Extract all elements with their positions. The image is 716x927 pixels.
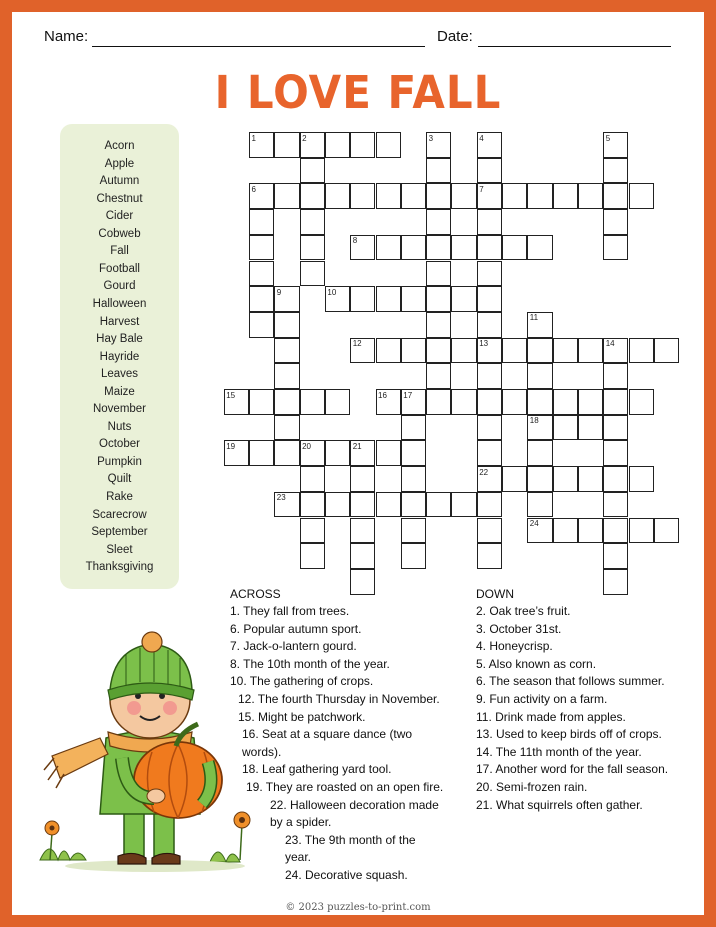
grid-cell[interactable] <box>603 543 628 569</box>
grid-cell[interactable] <box>401 543 426 569</box>
grid-cell[interactable] <box>578 389 603 415</box>
word-bank-item: Football <box>99 262 140 275</box>
down-clue: 2. Oak tree’s fruit. <box>476 604 571 618</box>
grid-cell[interactable] <box>477 235 502 261</box>
grid-cell[interactable] <box>426 209 451 235</box>
page-title: I LOVE FALL <box>214 66 502 119</box>
grid-clue-number: 2 <box>302 133 307 143</box>
grid-cell[interactable] <box>426 261 451 287</box>
grid-cell[interactable] <box>553 389 578 415</box>
grid-clue-number: 10 <box>327 287 337 297</box>
grid-cell[interactable] <box>376 440 401 466</box>
grid-clue-number: 21 <box>352 441 362 451</box>
grid-cell[interactable] <box>553 338 578 364</box>
grid-cell[interactable] <box>350 492 375 518</box>
word-bank-item: Autumn <box>99 175 140 188</box>
grid-cell[interactable] <box>603 363 628 389</box>
grid-cell[interactable] <box>249 389 274 415</box>
grid-cell[interactable] <box>401 466 426 492</box>
across-clue: by a spider. <box>270 815 332 830</box>
grid-cell[interactable] <box>274 183 299 209</box>
grid-cell[interactable] <box>502 338 527 364</box>
down-clue: 21. What squirrels often gather. <box>476 797 643 812</box>
grid-cell[interactable] <box>553 415 578 441</box>
grid-clue-number: 17 <box>403 390 413 400</box>
word-bank-item: Thanksgiving <box>85 561 154 574</box>
grid-cell[interactable] <box>578 466 603 492</box>
grid-cell[interactable] <box>249 440 274 466</box>
across-clue: 24. Decorative squash. <box>285 868 408 882</box>
grid-cell[interactable] <box>603 183 628 209</box>
grid-cell[interactable] <box>401 415 426 441</box>
grid-cell[interactable] <box>325 183 350 209</box>
grid-cell[interactable] <box>325 440 350 466</box>
grid-cell[interactable] <box>527 466 552 492</box>
grid-cell[interactable] <box>249 312 274 338</box>
down-clue: 13. Used to keep birds off of crops. <box>476 727 662 742</box>
grid-cell[interactable] <box>350 132 375 158</box>
grid-cell[interactable] <box>477 261 502 287</box>
grid-cell[interactable] <box>527 440 552 466</box>
grid-cell[interactable] <box>578 338 603 364</box>
grid-cell[interactable] <box>629 389 654 415</box>
grid-cell[interactable] <box>527 338 552 364</box>
grid-cell[interactable] <box>553 518 578 544</box>
grid-cell[interactable] <box>451 389 476 415</box>
grid-cell[interactable] <box>629 338 654 364</box>
grid-cell[interactable] <box>325 389 350 415</box>
grid-cell[interactable] <box>527 363 552 389</box>
grid-cell[interactable] <box>654 338 679 364</box>
word-bank-item: Fall <box>110 245 129 258</box>
grid-cell[interactable] <box>426 389 451 415</box>
grid-cell[interactable] <box>578 183 603 209</box>
across-clue: year. <box>285 850 312 865</box>
grid-clue-number: 7 <box>479 184 484 194</box>
grid-cell[interactable] <box>249 261 274 287</box>
down-clue: 11. Drink made from apples. <box>476 709 626 724</box>
grid-cell[interactable] <box>249 235 274 261</box>
grid-cell[interactable] <box>426 158 451 184</box>
down-clue: 14. The 11th month of the year. <box>476 744 642 759</box>
across-clue: 12. The fourth Thursday in November. <box>238 692 440 706</box>
grid-cell[interactable] <box>603 466 628 492</box>
grid-cell[interactable] <box>401 286 426 312</box>
grid-cell[interactable] <box>477 363 502 389</box>
down-clue: 4. Honeycrisp. <box>476 639 553 654</box>
date-line <box>478 46 671 47</box>
grid-clue-number: 6 <box>251 184 256 194</box>
grid-cell[interactable] <box>553 183 578 209</box>
grid-clue-number: 11 <box>529 313 539 323</box>
grid-cell[interactable] <box>629 518 654 544</box>
across-clue: 23. The 9th month of the <box>285 832 416 847</box>
grid-clue-number: 13 <box>479 339 489 349</box>
across-clue: 16. Seat at a square dance (two <box>242 727 413 742</box>
grid-cell[interactable] <box>527 235 552 261</box>
grid-cell[interactable] <box>578 518 603 544</box>
grid-cell[interactable] <box>603 440 628 466</box>
grid-cell[interactable] <box>426 338 451 364</box>
grid-cell[interactable] <box>350 569 375 595</box>
name-line <box>92 46 425 47</box>
across-clue: 6. Popular autumn sport. <box>230 621 362 636</box>
child-with-pumpkin-illustration <box>30 628 270 878</box>
grid-cell[interactable] <box>477 389 502 415</box>
grid-cell[interactable] <box>603 492 628 518</box>
word-bank-item: Halloween <box>92 297 147 310</box>
word-bank-item: Nuts <box>107 420 132 433</box>
grid-cell[interactable] <box>629 183 654 209</box>
grid-cell[interactable] <box>527 492 552 518</box>
grid-cell[interactable] <box>401 440 426 466</box>
name-label: Name: <box>44 28 89 45</box>
word-bank-item: September <box>91 526 148 539</box>
copyright-footer: © 2023 puzzles-to-print.com <box>285 902 431 913</box>
grid-cell[interactable] <box>376 132 401 158</box>
grid-cell[interactable] <box>300 389 325 415</box>
down-clue: 5. Also known as corn. <box>476 656 597 671</box>
grid-cell[interactable] <box>274 363 299 389</box>
grid-clue-number: 1 <box>251 133 256 143</box>
grid-clue-number: 19 <box>226 441 236 451</box>
grid-cell[interactable] <box>376 183 401 209</box>
grid-cell[interactable] <box>325 492 350 518</box>
grid-cell[interactable] <box>350 286 375 312</box>
grid-cell[interactable] <box>300 261 325 287</box>
across-clue: words). <box>242 744 282 759</box>
grid-clue-number: 20 <box>302 441 311 451</box>
grid-cell[interactable] <box>274 132 299 158</box>
grid-cell[interactable] <box>578 415 603 441</box>
across-clue: 19. They are roasted on an open fire. <box>246 780 444 794</box>
word-bank-item: Hayride <box>99 350 140 363</box>
grid-cell[interactable] <box>426 492 451 518</box>
grid-clue-number: 9 <box>276 287 282 297</box>
grid-cell[interactable] <box>300 235 325 261</box>
grid-cell[interactable] <box>300 492 325 518</box>
grid-cell[interactable] <box>249 209 274 235</box>
word-bank-item: Gourd <box>103 280 136 293</box>
grid-cell[interactable] <box>451 286 476 312</box>
grid-cell[interactable] <box>603 158 628 184</box>
grid-cell[interactable] <box>426 235 451 261</box>
grid-cell[interactable] <box>376 492 401 518</box>
grid-cell[interactable] <box>502 389 527 415</box>
word-bank-item: Maize <box>104 385 135 398</box>
down-clue: 20. Semi-frozen rain. <box>476 780 588 794</box>
grid-cell[interactable] <box>401 235 426 261</box>
grid-clue-number: 8 <box>352 236 358 246</box>
across-clue: 22. Halloween decoration made <box>270 797 439 812</box>
across-clue: 18. Leaf gathering yard tool. <box>242 762 392 777</box>
grid-cell[interactable] <box>477 492 502 518</box>
grid-cell[interactable] <box>376 235 401 261</box>
grid-cell[interactable] <box>477 158 502 184</box>
grid-cell[interactable] <box>401 338 426 364</box>
grid-cell[interactable] <box>629 466 654 492</box>
word-bank-item: Apple <box>104 157 135 170</box>
grid-cell[interactable] <box>451 492 476 518</box>
grid-cell[interactable] <box>654 518 679 544</box>
grid-cell[interactable] <box>274 338 299 364</box>
word-bank-item: Hay Bale <box>96 333 143 346</box>
across-clue: 8. The 10th month of the year. <box>230 656 390 671</box>
grid-cell[interactable] <box>603 518 628 544</box>
down-clue: 9. Fun activity on a farm. <box>476 692 608 706</box>
grid-cell[interactable] <box>376 286 401 312</box>
grid-cell[interactable] <box>553 466 578 492</box>
grid-cell[interactable] <box>350 543 375 569</box>
date-label: Date: <box>437 28 473 45</box>
word-bank-item: Acorn <box>104 140 135 152</box>
grid-clue-number: 16 <box>378 390 387 400</box>
word-bank-item: Pumpkin <box>97 455 142 468</box>
grid-cell[interactable] <box>502 183 527 209</box>
grid-cell[interactable] <box>300 543 325 569</box>
word-bank-item: Chestnut <box>96 192 143 205</box>
word-bank-item: Sleet <box>106 543 133 556</box>
grid-clue-number: 12 <box>352 339 362 349</box>
grid-cell[interactable] <box>426 312 451 338</box>
grid-cell[interactable] <box>350 466 375 492</box>
across-clue: 7. Jack-o-lantern gourd. <box>230 639 357 654</box>
word-bank-item: November <box>92 403 147 416</box>
grid-clue-number: 22 <box>479 467 489 477</box>
grid-cell[interactable] <box>527 389 552 415</box>
word-bank-item: October <box>99 438 140 451</box>
grid-cell[interactable] <box>300 209 325 235</box>
word-bank-item: Scarecrow <box>92 508 147 521</box>
grid-clue-number: 24 <box>529 519 539 528</box>
grid-cell[interactable] <box>451 235 476 261</box>
grid-clue-number: 18 <box>529 416 539 426</box>
grid-cell[interactable] <box>249 286 274 312</box>
grid-cell[interactable] <box>502 466 527 492</box>
word-bank-item: Cider <box>105 210 134 223</box>
grid-cell[interactable] <box>325 132 350 158</box>
grid-clue-number: 14 <box>605 339 615 349</box>
grid-cell[interactable] <box>274 440 299 466</box>
grid-cell[interactable] <box>603 415 628 441</box>
grid-clue-number: 23 <box>276 493 286 503</box>
grid-cell[interactable] <box>426 286 451 312</box>
grid-cell[interactable] <box>477 415 502 441</box>
grid-cell[interactable] <box>477 543 502 569</box>
grid-cell[interactable] <box>502 235 527 261</box>
grid-cell[interactable] <box>401 492 426 518</box>
grid-clue-number: 3 <box>428 133 434 143</box>
down-heading: DOWN <box>476 587 514 601</box>
grid-cell[interactable] <box>274 415 299 441</box>
word-bank <box>60 124 179 589</box>
grid-cell[interactable] <box>603 569 628 595</box>
grid-cell[interactable] <box>477 518 502 544</box>
grid-cell[interactable] <box>300 183 325 209</box>
grid-cell[interactable] <box>300 158 325 184</box>
grid-cell[interactable] <box>451 338 476 364</box>
grid-cell[interactable] <box>603 389 628 415</box>
grid-cell[interactable] <box>477 209 502 235</box>
across-heading: ACROSS <box>230 587 281 601</box>
grid-cell[interactable] <box>527 183 552 209</box>
down-clue: 3. October 31st. <box>476 621 562 636</box>
grid-cell[interactable] <box>274 312 299 338</box>
grid-clue-number: 5 <box>605 133 611 143</box>
grid-clue-number: 4 <box>479 133 484 143</box>
word-bank-item: Rake <box>106 491 133 503</box>
down-clue: 17. Another word for the fall season. <box>476 762 669 777</box>
grid-cell[interactable] <box>426 363 451 389</box>
grid-cell[interactable] <box>376 338 401 364</box>
grid-cell[interactable] <box>426 183 451 209</box>
across-clue: 1. They fall from trees. <box>230 604 350 618</box>
grid-cell[interactable] <box>451 183 476 209</box>
grid-cell[interactable] <box>350 518 375 544</box>
grid-cell[interactable] <box>401 183 426 209</box>
word-bank-item: Leaves <box>100 368 139 381</box>
word-bank-item: Harvest <box>99 315 140 328</box>
grid-cell[interactable] <box>401 518 426 544</box>
word-bank-item: Quilt <box>107 473 132 486</box>
grid-cell[interactable] <box>350 183 375 209</box>
grid-cell[interactable] <box>300 518 325 544</box>
grid-cell[interactable] <box>477 286 502 312</box>
across-clue: 15. Might be patchwork. <box>238 709 366 724</box>
grid-cell[interactable] <box>603 235 628 261</box>
grid-cell[interactable] <box>274 389 299 415</box>
grid-clue-number: 15 <box>226 390 236 400</box>
across-clue: 10. The gathering of crops. <box>230 674 374 689</box>
grid-cell[interactable] <box>477 440 502 466</box>
down-clue: 6. The season that follows summer. <box>476 674 665 689</box>
word-bank-item: Cobweb <box>98 227 141 240</box>
grid-cell[interactable] <box>300 466 325 492</box>
grid-cell[interactable] <box>603 209 628 235</box>
grid-cell[interactable] <box>477 312 502 338</box>
